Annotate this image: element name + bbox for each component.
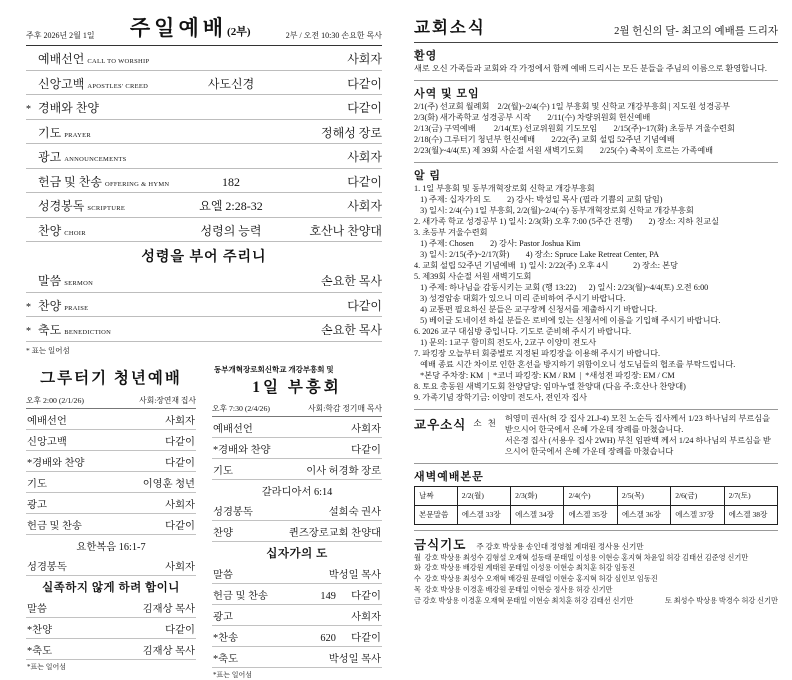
member-news-line: 서은경 집사 (서용우 집사 2WH) 부친 임판백 께서 1/24 하나님의 부르심을 받으시어 한국에서 은혜 가운데 장례를 마쳤습니다 xyxy=(504,435,771,456)
table-header-cell: 2/3(화) xyxy=(511,486,564,505)
item-person: 다같이 xyxy=(347,76,382,91)
worship-row xyxy=(212,500,382,521)
item-label-en: CHOIR xyxy=(64,229,86,237)
item-detail: 사도신경 xyxy=(207,76,255,91)
sermon-title: 십자가의 도 xyxy=(266,547,328,560)
worship-row xyxy=(26,193,382,218)
dawn-scripture-table xyxy=(414,486,778,525)
fasting-line: 월 강호 박상용 최성수 김형설 오재혁 설동태 문태일 이성용 이현승 홍지혁 차윤일 허강 김태선 김준영 신기만 xyxy=(414,553,749,562)
worship-row xyxy=(26,555,196,576)
item-person: 김재상 목사 xyxy=(142,603,195,615)
monthly-theme: 2월 헌신의 달- 최고의 예배를 드리자 xyxy=(614,26,778,37)
table-cell: 에스겔 35장 xyxy=(564,505,617,524)
table-header-cell: 2/4(수) xyxy=(564,486,617,505)
fasting-line-fri: 금 강호 박상용 이경훈 오재혁 문태일 이현승 최치훈 허강 김태선 신기만 xyxy=(414,596,634,605)
page-title: 주일예배(2부) xyxy=(129,16,251,40)
worship-row xyxy=(212,521,382,542)
item-person: 사회자 xyxy=(165,415,195,427)
fasting-line: 수 강호 박상용 최성수 오재혁 배강원 문태일 이현승 홍지혁 허강 심인보 임동진 xyxy=(414,575,658,584)
item-label: 신앙고백 APOSTLES' CREED xyxy=(38,76,149,91)
notice-line: 7. 파킹장 오늘부터 회중별로 지정된 파킹장을 이용해 주시기 바랍니다. xyxy=(414,348,661,358)
member-news-lines xyxy=(505,414,778,458)
worship-row xyxy=(26,409,196,430)
member-news-line: 허영미 권사(허 강 집사 2LJ-4) 모친 노순득 집사께서 1/23 하나님의 부르심을 받으시어 한국에서 은혜 가운데 장례를 마쳤습니다. xyxy=(504,413,773,434)
item-person: 사회자 xyxy=(347,199,382,213)
table-header-cell: 2/7(토) xyxy=(724,486,777,505)
table-cell: 에스겔 37장 xyxy=(671,505,724,524)
item-person: 김재상 목사 xyxy=(142,645,195,657)
table-header-cell: 날짜 xyxy=(415,486,458,505)
item-person: 정해성 장로 xyxy=(321,125,382,140)
section-heading: 사역 및 모임 xyxy=(414,87,480,100)
youth-service-title: 그루터기 청년예배 xyxy=(40,369,182,387)
item-label: 광고 xyxy=(27,499,47,511)
fasting-line: 목 강호 박상용 이경훈 배강원 문태일 이현승 정사용 허강 신기만 xyxy=(414,585,613,594)
standing-footnote: * 표는 일어섬 xyxy=(26,345,70,355)
notice-line: 1) 주제: Chosen 2) 강사: Pastor Joshua Kim xyxy=(414,238,581,248)
item-label: 신앙고백 xyxy=(27,436,67,448)
news-header xyxy=(414,14,778,43)
worship-row xyxy=(212,584,382,605)
item-label: 찬양 xyxy=(213,527,233,539)
item-label: 예배선언 CALL TO WORSHIP xyxy=(38,52,150,66)
table-header-cell: 2/6(금) xyxy=(671,486,724,505)
item-label-en: SERMON xyxy=(64,280,94,287)
service-mc: 사회:학감 정기매 목사 xyxy=(308,403,382,413)
notice-line: 1) 문의: 1교구 함미희 전도사, 2교구 이양미 전도사 xyxy=(414,337,597,347)
notice-line: 예배 종료 시간 차이로 인한 혼선을 방지하기 위함이오니 성도님들의 협조를 부탁드립니다. xyxy=(414,359,736,369)
item-label-en: BENEDICTION xyxy=(64,329,112,336)
table-cell: 에스겔 34장 xyxy=(511,505,564,524)
notice-line: 3. 초등부 겨울수련회 xyxy=(414,227,488,237)
sermon-title: 실족하지 않게 하려 함이니 xyxy=(42,581,180,594)
notice-line: *본당 주차장: KM | *코너 파킹장: KM / RM | *새성전 파킹장: EM / CM xyxy=(414,370,675,380)
ministry-line: 2/18(수) 그루터기 청년부 헌신예배 2/22(주) 교회 설립 52주년 기념예배 xyxy=(414,134,675,144)
item-label: *경배와 찬양 xyxy=(27,457,85,469)
item-person: 손요한 목사 xyxy=(321,274,382,288)
member-news-section xyxy=(414,410,778,464)
service-time-pastor: 2부 / 오전 10:30 손요한 목사 xyxy=(285,31,382,40)
item-label-en: APOSTLES' CREED xyxy=(87,82,149,90)
item-label-en: SCRIPTURE xyxy=(87,205,126,212)
notice-line: 3) 성경암송 대회가 있으니 미리 준비하여 주시기 바랍니다. xyxy=(414,293,626,303)
item-label: *찬양 xyxy=(27,624,53,636)
notice-line: 5) 베이글 도네이션 하실 분들은 로비에 있는 신청서에 이름을 기입해 주시기 바랍니다. xyxy=(414,315,721,325)
notice-line: 6. 2026 교구 대심방 중입니다. 기도로 준비해 주시기 바랍니다. xyxy=(414,326,631,336)
item-person: 다같이 xyxy=(351,590,381,602)
item-label-en: ANNOUNCEMENTS xyxy=(64,156,127,163)
section-heading: 새벽예배본문 xyxy=(414,470,484,483)
worship-row xyxy=(26,268,382,293)
item-person: 다같이 xyxy=(347,101,382,115)
ministry-section xyxy=(414,81,778,163)
item-person: 다같이 xyxy=(165,624,195,636)
item-person: 다같이 xyxy=(165,436,195,448)
item-person: 다같이 xyxy=(165,457,195,469)
item-label-en: PRAISE xyxy=(64,304,89,312)
item-label-en: PRAYER xyxy=(64,131,92,139)
ministry-line: 2/23(월)~4/4(토) 제 39회 사순절 서원 새벽기도회 2/25(수) 축복이 흐르는 가족예배 xyxy=(414,145,714,155)
fasting-line-sat: 토 최성수 박상용 박경수 허강 신기만 xyxy=(664,596,778,605)
item-detail: 성령의 능력 xyxy=(200,223,262,238)
worship-row xyxy=(26,95,382,120)
church-news-page xyxy=(396,0,792,612)
item-label-en: CALL TO WORSHIP xyxy=(87,58,150,65)
worship-row xyxy=(26,120,382,145)
fasting-line-last xyxy=(414,596,778,607)
fasting-line-sun: 주 강호 박상용 송인대 정영철 계대원 정사용 신기만 xyxy=(476,541,644,551)
item-person: 퀸즈장로교회 찬양대 xyxy=(288,527,381,539)
worship-row xyxy=(212,563,382,584)
worship-row xyxy=(26,472,196,493)
item-person: 이영훈 청년 xyxy=(142,478,195,490)
item-person: 다같이 xyxy=(347,298,382,313)
scripture-reference: 요한복음 16:1-7 xyxy=(76,541,146,553)
ministry-line: 2/1(주) 선교회 월례회 2/2(월)~2/4(수) 1일 부흥회 및 신학교 개강부흥회 | 지도원 성경공부 xyxy=(414,101,730,111)
worship-row xyxy=(26,430,196,451)
item-label: 기도 PRAYER xyxy=(38,125,92,140)
item-person: 설희숙 권사 xyxy=(328,506,381,518)
main-service-order xyxy=(26,46,382,360)
item-person: 호산나 찬양대 xyxy=(309,223,382,238)
notice-line: 1) 주제: 십자가의 도 2) 강사: 박성일 목사 (필라 기쁨의 교회 담임) xyxy=(414,194,663,204)
item-label: 헌금 및 찬송 OFFERING & HYMN xyxy=(38,174,170,189)
item-detail: 요엘 2:28-32 xyxy=(199,199,263,213)
worship-row xyxy=(26,144,382,169)
dawn-service-section xyxy=(414,464,778,531)
youth-service-head xyxy=(26,393,196,409)
worship-row xyxy=(26,71,382,96)
item-label: 성경봉독 xyxy=(213,506,253,518)
table-cell: 에스겔 33장 xyxy=(457,505,510,524)
service-mc: 사회:장연재 집사 xyxy=(139,395,196,405)
news-kind-label: 소 천 xyxy=(473,417,498,428)
item-label: 헌금 및 찬송 xyxy=(27,520,82,532)
worship-row xyxy=(26,317,382,342)
item-detail: 149 xyxy=(320,590,336,602)
fasting-line: 화 강호 박상용 배강원 계태원 문태일 이성용 이현승 최치훈 허강 임동진 xyxy=(414,564,636,573)
item-label: 예배선언 xyxy=(213,423,253,435)
worship-row xyxy=(212,647,382,668)
worship-row xyxy=(212,417,382,438)
item-person: 사회자 xyxy=(165,561,195,573)
notice-line: 5. 제39회 사순절 서원 새벽기도회 xyxy=(414,271,532,281)
sub-services xyxy=(26,362,382,680)
worship-row xyxy=(26,46,382,71)
item-person: 사회자 xyxy=(351,611,381,623)
item-person: 사회자 xyxy=(347,150,382,164)
news-title: 교회소식 xyxy=(414,18,486,37)
revival-pretitle: 동부개혁장로회신학교 개강부흥회 및 xyxy=(214,364,334,374)
item-label: *경배와 찬양 xyxy=(213,444,271,456)
worship-row xyxy=(26,597,196,618)
item-label: *축도 xyxy=(27,645,53,657)
item-person: 다같이 xyxy=(347,174,382,189)
standing-marker: * xyxy=(26,301,31,313)
worship-row xyxy=(26,493,196,514)
section-heading: 교우소식 xyxy=(414,417,467,432)
item-person: 손요한 목사 xyxy=(321,323,382,337)
welcome-text: 새로 오신 가족들과 교회와 각 가정에서 함께 예배 드리시는 모든 분들을 주님의 이름으로 환영합니다. xyxy=(414,64,767,73)
notice-line: 8. 토요 총동원 새벽기도회 찬양담당: 임마누엘 찬양대 (다음 주:호산나 찬양대) xyxy=(414,381,686,391)
scripture-reference: 갈라디아서 6:14 xyxy=(261,486,333,498)
worship-row xyxy=(26,639,196,660)
item-person: 사회자 xyxy=(165,499,195,511)
item-label: 말씀 SERMON xyxy=(38,274,94,288)
worship-row xyxy=(26,218,382,243)
revival-title: 1일 부흥회 xyxy=(252,378,342,396)
worship-row xyxy=(212,605,382,626)
notice-line: 4. 교회 설립 52주년 기념예배 1) 일시: 2/22(주) 오후 4시 2) 장소: 본당 xyxy=(414,260,678,270)
worship-header xyxy=(26,12,382,46)
worship-order-page xyxy=(0,0,396,679)
notices-section xyxy=(414,163,778,410)
worship-row xyxy=(26,618,196,639)
notice-line: 1. 1일 부흥회 및 동부개혁장로회 신학교 개강부흥회 xyxy=(414,183,595,193)
ministry-line: 2/13(금) 구역예배 2/14(토) 선교위원회 기도모임 2/15(주)~17(화) 초등부 겨울수련회 xyxy=(414,123,735,133)
item-label: 기도 xyxy=(27,478,47,490)
ministry-line: 2/3(화) 새가족학교 성경공부 시작 2/11(수) 차량위원회 헌신예배 xyxy=(414,112,651,122)
table-cell: 본문말씀 xyxy=(415,505,458,524)
service-time: 오후 2:00 (2/1/26) xyxy=(26,395,84,405)
bulletin-date: 주후 2026년 2월 1일 xyxy=(26,31,95,40)
table-header-cell: 2/2(월) xyxy=(457,486,510,505)
item-label: 예배선언 xyxy=(27,415,67,427)
item-detail: 620 xyxy=(320,632,336,644)
item-label: 축도 BENEDICTION xyxy=(38,323,112,337)
section-heading: 금식기도 xyxy=(414,537,467,552)
worship-row xyxy=(212,438,382,459)
item-person: 다같이 xyxy=(351,632,381,644)
item-label: 성경봉독 xyxy=(27,561,67,573)
item-label: 헌금 및 찬송 xyxy=(213,590,268,602)
table-header-row xyxy=(415,486,778,505)
notice-line: 1) 주제: 하나님을 감동시키는 교회 (행 13:22) 2) 일시: 2/23(월)~4/4(토) 오전 6:00 xyxy=(414,282,709,292)
youth-service-order xyxy=(26,362,196,680)
service-time: 오후 7:30 (2/4/26) xyxy=(212,403,270,413)
revival-service-head xyxy=(212,401,382,417)
item-person: 이사 허경화 장로 xyxy=(306,465,381,477)
item-person: 다같이 xyxy=(165,520,195,532)
item-label: 광고 ANNOUNCEMENTS xyxy=(38,150,127,164)
fasting-prayer-section xyxy=(414,531,778,607)
worship-row xyxy=(212,626,382,647)
worship-row xyxy=(212,459,382,480)
notice-line: 9. 가족기념 장학기금: 이양미 전도사, 전인자 집사 xyxy=(414,392,588,402)
item-label: *축도 xyxy=(213,653,239,665)
item-label: 찬양 PRAISE xyxy=(38,298,89,313)
item-person: 박성일 목사 xyxy=(328,653,381,665)
standing-footnote: *표는 일어섬 xyxy=(213,670,253,679)
item-detail: 182 xyxy=(222,174,240,189)
table-row xyxy=(415,505,778,524)
worship-row xyxy=(26,514,196,535)
revival-service-order xyxy=(212,362,382,680)
table-header-cell: 2/5(목) xyxy=(617,486,670,505)
item-label: 말씀 xyxy=(27,603,47,615)
standing-marker: * xyxy=(26,104,31,115)
notice-line: 4) 교통편 필요하신 분들은 교구장께 신청서를 제출하시기 바랍니다. xyxy=(414,304,657,314)
sermon-title: 성령을 부어 주리니 xyxy=(141,250,267,265)
item-label: 말씀 xyxy=(213,569,233,581)
standing-footnote: *표는 일어섬 xyxy=(27,662,67,671)
item-label: 경배와 찬양 xyxy=(38,101,99,115)
section-heading: 환영 xyxy=(414,50,438,62)
worship-row xyxy=(26,293,382,318)
welcome-section xyxy=(414,43,778,81)
table-cell: 에스겔 38장 xyxy=(724,505,777,524)
notice-line: 3) 일시: 2/4(수) 1일 부흥회, 2/2(월)~2/4(수) 동부개혁장로회 신학교 개강부흥회 xyxy=(414,205,694,215)
notice-line: 3) 일시: 2/15(주)~2/17(화) 4) 장소: Spruce Lake Retreat Center, PA xyxy=(414,249,659,259)
section-heading: 알 림 xyxy=(414,169,442,182)
worship-row xyxy=(26,451,196,472)
item-label: 찬양 CHOIR xyxy=(38,223,86,238)
item-label: 기도 xyxy=(213,465,233,477)
item-person: 사회자 xyxy=(351,423,381,435)
worship-row xyxy=(26,169,382,194)
standing-marker: * xyxy=(26,326,31,337)
item-person: 다같이 xyxy=(351,444,381,456)
table-cell: 에스겔 36장 xyxy=(617,505,670,524)
item-person: 박성일 목사 xyxy=(328,569,381,581)
item-label-en: OFFERING & HYMN xyxy=(104,180,170,188)
item-label: 성경봉독 SCRIPTURE xyxy=(38,199,126,213)
item-person: 사회자 xyxy=(347,52,382,66)
item-label: *찬송 xyxy=(213,632,239,644)
notice-line: 2. 새가족 학교 성경공부 1) 일시: 2/3(화) 오후 7:00 (5주간 진행) 2) 장소: 지하 친교실 xyxy=(414,216,720,226)
item-label: 광고 xyxy=(213,611,233,623)
